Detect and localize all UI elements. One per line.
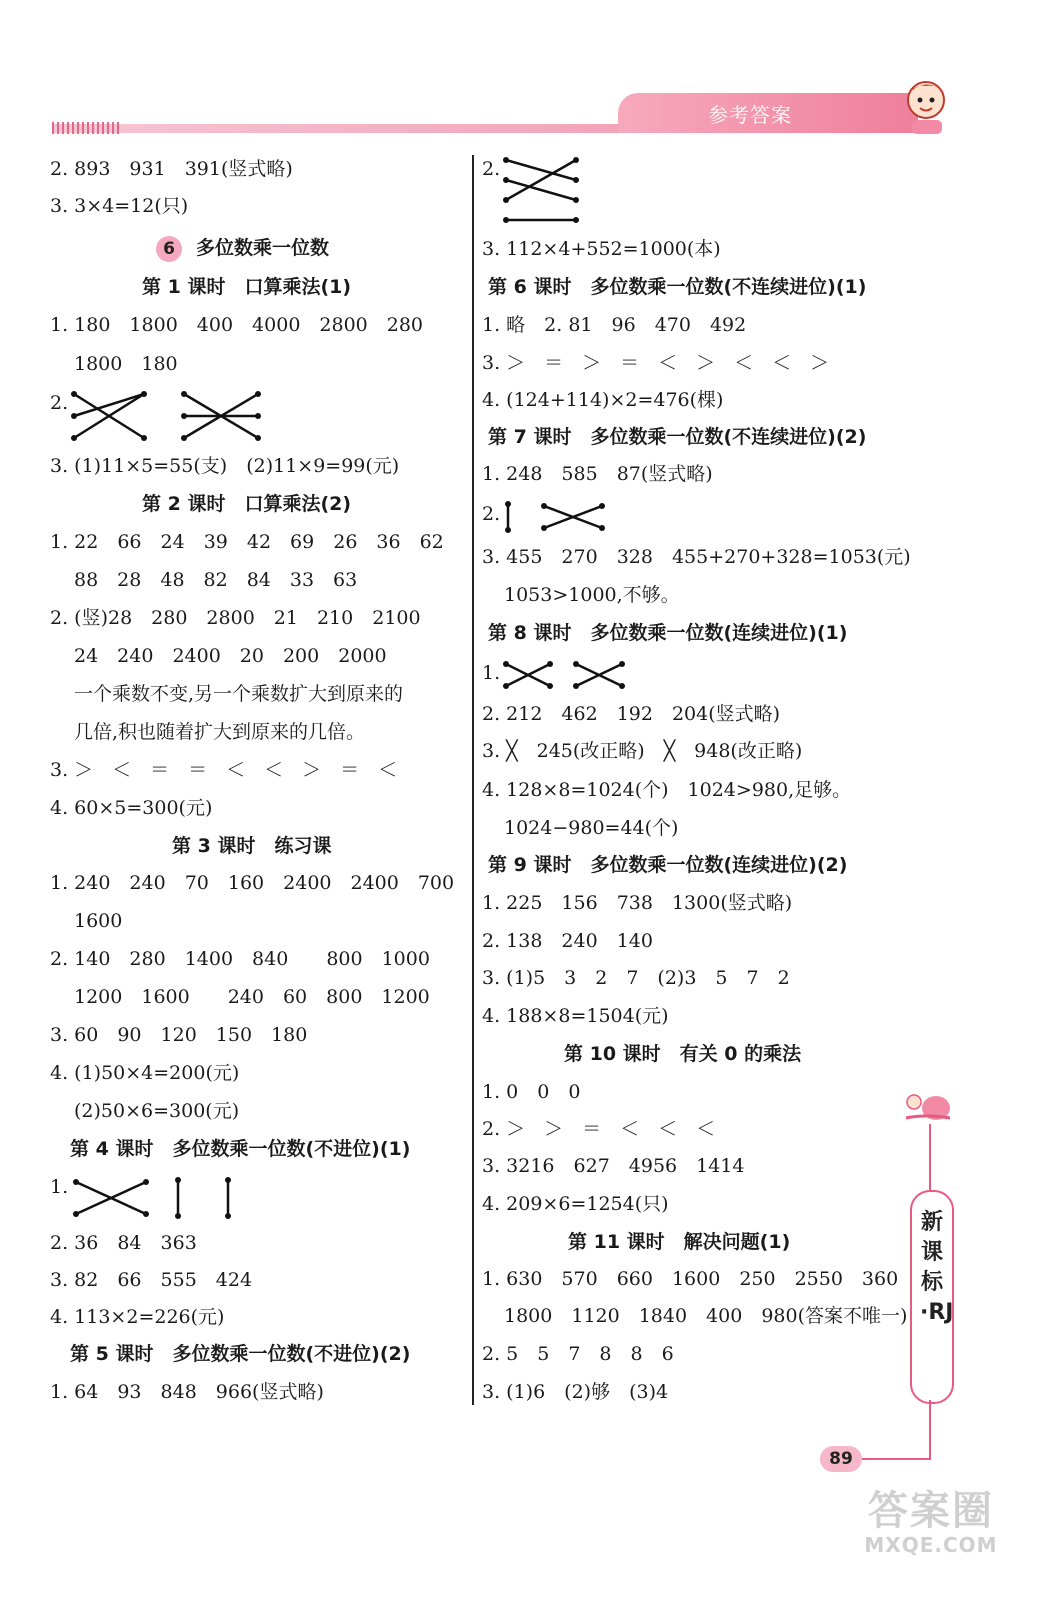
watermark-logo-text: 答案圈 <box>868 1488 994 1534</box>
mascot-icon <box>896 76 954 138</box>
answer-line: 1. 225 156 738 1300(竖式略) <box>482 892 793 914</box>
lesson-title: 第 4 课时 多位数乘一位数(不进位)(1) <box>70 1138 411 1160</box>
lesson-title: 第 1 课时 口算乘法(1) <box>142 276 352 298</box>
answer-line: 2. 5 5 7 8 8 6 <box>482 1343 674 1365</box>
answer-line: 1. 64 93 848 966(竖式略) <box>50 1381 324 1403</box>
answer-line: 2. <box>50 392 69 414</box>
lesson-title: 第 7 课时 多位数乘一位数(不连续进位)(2) <box>488 426 867 448</box>
answer-line: 4. 60×5=300(元) <box>50 797 213 819</box>
matching-lines-diagram <box>170 1176 240 1220</box>
answer-line: 2. <box>482 503 501 525</box>
answer-line: 1. <box>482 662 501 684</box>
matching-lines-diagram <box>180 388 264 444</box>
answer-line: 2. 138 240 140 <box>482 930 653 952</box>
answer-line: 4. (124+114)×2=476(棵) <box>482 389 724 411</box>
answer-line: 1. <box>50 1176 69 1198</box>
watermark-url: MXQE.COM <box>864 1533 998 1557</box>
answer-line: 2. 36 84 363 <box>50 1232 197 1254</box>
answer-line: 2. (竖)28 280 2800 21 210 2100 <box>50 607 421 629</box>
answer-line: 3. ＞ ＜ ＝ ＝ ＜ ＜ ＞ ＝ ＜ <box>50 759 398 781</box>
answer-line: 3. (1)5 3 2 7 (2)3 5 7 2 <box>482 967 790 989</box>
lesson-title: 第 2 课时 口算乘法(2) <box>142 493 352 515</box>
edition-tab <box>910 1190 954 1404</box>
side-line <box>929 1400 931 1460</box>
answer-line: 1. 180 1800 400 4000 2800 280 <box>50 314 424 336</box>
answer-line: 4. (1)50×4=200(元) <box>50 1062 240 1084</box>
answer-line: 4. 128×8=1024(个) 1024>980,足够。 <box>482 779 852 801</box>
answer-line: 1. 630 570 660 1600 250 2550 360 <box>482 1268 899 1290</box>
lesson-title: 第 3 课时 练习课 <box>172 835 332 857</box>
matching-lines-diagram <box>500 154 584 226</box>
lesson-title: 第 9 课时 多位数乘一位数(连续进位)(2) <box>488 854 848 876</box>
answer-line: 一个乘数不变,另一个乘数扩大到原来的 <box>74 683 404 705</box>
answer-line: 2. ＞ ＞ ＝ ＜ ＜ ＜ <box>482 1118 716 1140</box>
answer-line: 1024−980=44(个) <box>504 817 679 839</box>
snail-icon <box>900 1084 956 1124</box>
answer-line: 4. 188×8=1504(元) <box>482 1005 669 1027</box>
answer-line: 1. 248 585 87(竖式略) <box>482 463 713 485</box>
answer-line: 4. 113×2=226(元) <box>50 1306 225 1328</box>
lesson-title: 第 5 课时 多位数乘一位数(不进位)(2) <box>70 1343 411 1365</box>
matching-lines-diagram <box>500 658 630 692</box>
answer-line: 3. ╳ 245(改正略) ╳ 948(改正略) <box>482 740 803 762</box>
column-divider <box>472 155 474 1405</box>
answer-line: 1600 <box>74 910 123 932</box>
answer-line: 3. 3×4=12(只) <box>50 195 189 217</box>
answer-line: 2. 212 462 192 204(竖式略) <box>482 703 781 725</box>
watermark <box>846 1488 1016 1558</box>
side-line <box>862 1458 930 1460</box>
unit-title <box>156 236 329 262</box>
side-line <box>929 1124 931 1190</box>
answer-line: 3. 455 270 328 455+270+328=1053(元) <box>482 546 911 568</box>
answer-line: 几倍,积也随着扩大到原来的几倍。 <box>74 721 366 743</box>
answer-line: 1800 1120 1840 400 980(答案不唯一) <box>504 1305 908 1327</box>
answer-line: 1. 0 0 0 <box>482 1081 581 1103</box>
header-tab-label: 参考答案 <box>708 103 792 127</box>
lesson-title: 第 8 课时 多位数乘一位数(连续进位)(1) <box>488 622 848 644</box>
matching-lines-diagram <box>500 500 610 536</box>
answer-line: (2)50×6=300(元) <box>74 1100 240 1122</box>
page-number: 89 <box>820 1446 862 1472</box>
answer-line: 2. 893 931 391(竖式略) <box>50 158 293 180</box>
matching-lines-diagram <box>72 1176 152 1220</box>
answer-line: 3. (1)11×5=55(支) (2)11×9=99(元) <box>50 455 400 477</box>
answer-line: 24 240 2400 20 200 2000 <box>74 645 387 667</box>
answer-line: 3. 82 66 555 424 <box>50 1269 253 1291</box>
lesson-title: 第 11 课时 解决问题(1) <box>568 1231 791 1253</box>
lesson-title: 第 10 课时 有关 0 的乘法 <box>564 1043 802 1065</box>
edition-label: 新课标·RJ <box>920 1210 954 1325</box>
unit-badge: 6 <box>156 236 182 262</box>
answer-line: 3. 60 90 120 150 180 <box>50 1024 308 1046</box>
answer-line: 4. 209×6=1254(只) <box>482 1193 669 1215</box>
answer-line: 1800 180 <box>74 353 178 375</box>
answer-line: 1. 略 2. 81 96 470 492 <box>482 314 747 336</box>
answer-line: 1053>1000,不够。 <box>504 584 680 606</box>
lesson-title: 第 6 课时 多位数乘一位数(不连续进位)(1) <box>488 276 867 298</box>
answer-line: 1. 240 240 70 160 2400 2400 700 <box>50 872 455 894</box>
answer-line: 3. (1)6 (2)够 (3)4 <box>482 1381 669 1403</box>
answer-line: 3. 3216 627 4956 1414 <box>482 1155 745 1177</box>
answer-line: 3. ＞ ＝ ＞ ＝ ＜ ＞ ＜ ＜ ＞ <box>482 352 830 374</box>
answer-line: 2. 140 280 1400 840 800 1000 <box>50 948 430 970</box>
matching-lines-diagram <box>70 388 150 444</box>
header-ticks <box>52 122 122 134</box>
answer-line: 1200 1600 240 60 800 1200 <box>74 986 430 1008</box>
header-tab <box>618 93 918 133</box>
answer-line: 2. <box>482 158 501 180</box>
unit-title-text: 多位数乘一位数 <box>196 237 330 259</box>
answer-line: 88 28 48 82 84 33 63 <box>74 569 358 591</box>
answer-line: 3. 112×4+552=1000(本) <box>482 238 721 260</box>
answer-line: 1. 22 66 24 39 42 69 26 36 62 <box>50 531 444 553</box>
